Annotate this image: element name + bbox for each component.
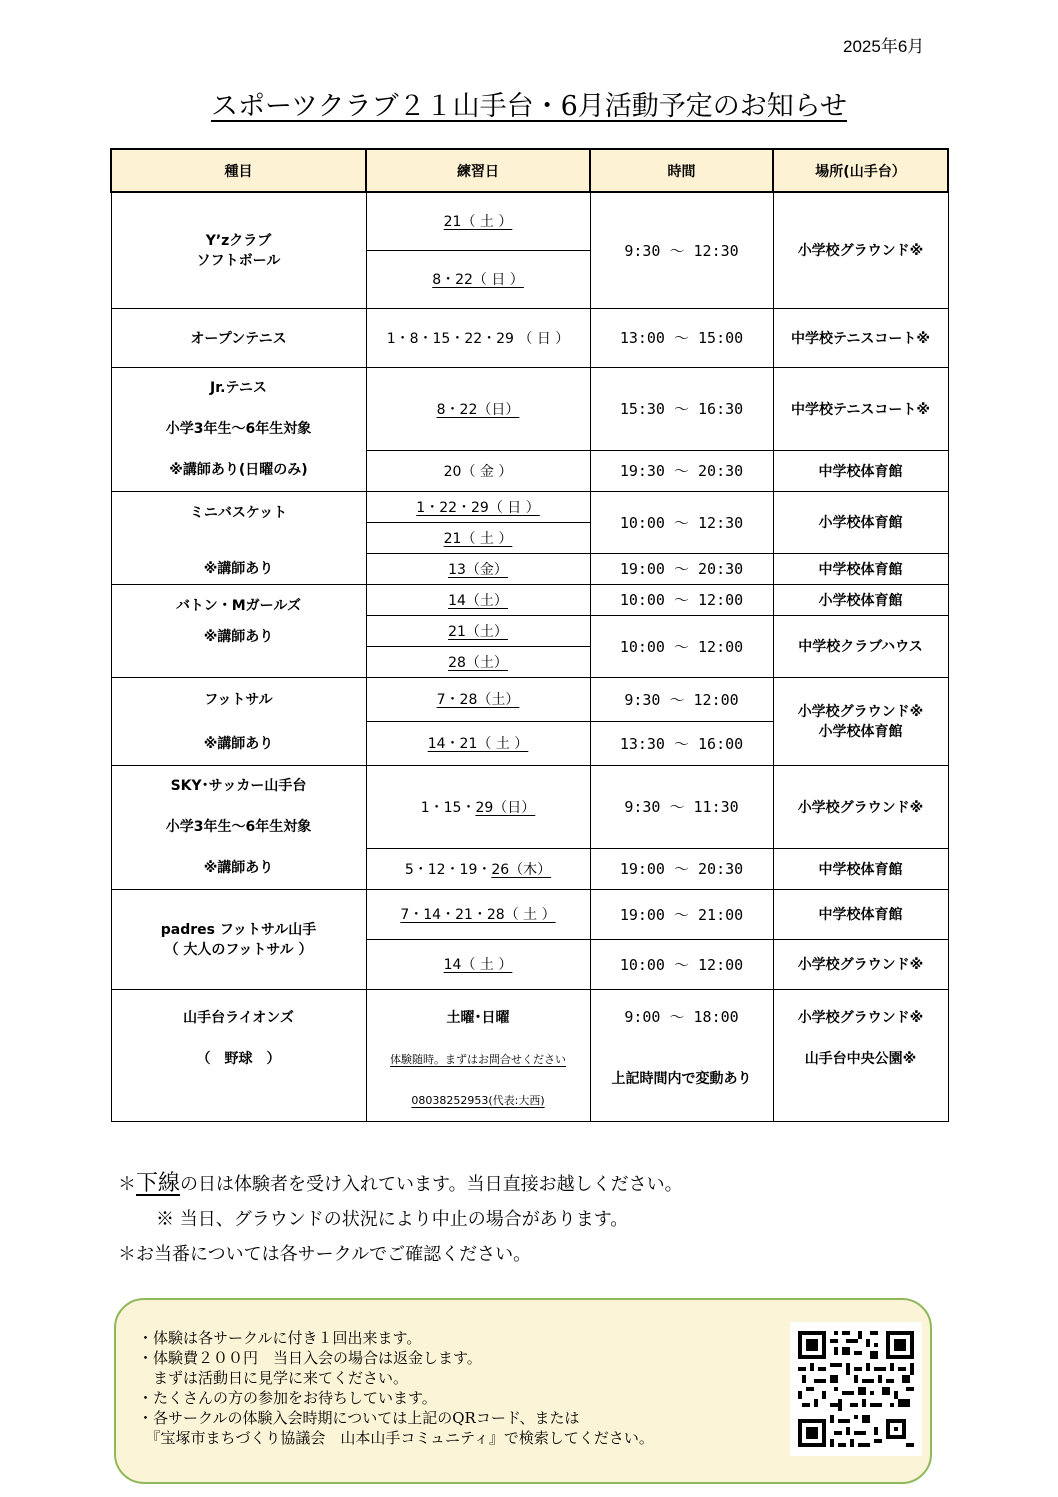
table-row <box>111 367 948 450</box>
sport-mini-basket: ミニバスケット <box>111 491 366 522</box>
info-item: ・体験は各サークルに付き１回出来ます。 <box>138 1329 422 1347</box>
time-cell: 19:00 ～ 20:30 <box>590 553 773 584</box>
time-cell: 9:30 ～ 12:30 <box>590 192 773 308</box>
info-item: ・各サークルの体験入会時期については上記のQRコード、または <box>138 1409 580 1427</box>
place-cell: 中学校テニスコート※ <box>773 367 948 450</box>
place-text: 小学校体育館 <box>818 724 903 740</box>
sport-yz <box>111 192 366 308</box>
practice-day-text: 8・22（日） <box>436 401 520 418</box>
table-header-row <box>111 149 948 192</box>
practice-day: 20（ 金 ） <box>366 450 590 491</box>
place-cell: 小学校体育館 <box>773 491 948 553</box>
practice-day-text: 土曜･日曜 <box>446 1009 510 1026</box>
practice-day-text: 21（ 土 ） <box>443 530 513 547</box>
page-title: スポーツクラブ２１山手台・6月活動予定のお知らせ <box>210 91 848 122</box>
time-cell: 10:00 ～ 12:30 <box>590 491 773 553</box>
sport-note: 小学3年生～6年生対象 <box>165 818 312 835</box>
practice-day-text: 1・22・29（ 日 ） <box>416 499 540 516</box>
practice-day <box>366 939 590 989</box>
page-title-wrap <box>0 84 1058 123</box>
note-line-1 <box>118 1166 683 1202</box>
sport-note: 小学3年生～6年生対象 <box>165 420 312 437</box>
sport-open-tennis: オープンテニス <box>111 308 366 367</box>
practice-day <box>366 491 590 522</box>
table-row <box>111 308 948 367</box>
sport-name: ソフトボール <box>196 253 281 270</box>
notes <box>118 1166 683 1272</box>
sport-note: （ 大人のフットサル ） <box>164 942 313 958</box>
time-cell: 15:30 ～ 16:30 <box>590 367 773 450</box>
practice-day <box>366 646 590 677</box>
sport-note: ※講師あり <box>111 721 366 765</box>
place-text: 小学校グラウンド※ <box>797 704 924 720</box>
sport-sky-soccer <box>111 765 366 889</box>
contact-phone: 08038252953(代表:大西) <box>411 1093 545 1107</box>
sport-note: ※講師あり <box>203 628 274 645</box>
practice-day-text: 21（ 土 ） <box>443 214 513 231</box>
practice-day-text: 7・14・21・28（ 土 ） <box>400 907 556 923</box>
place-cell: 中学校体育館 <box>773 889 948 939</box>
practice-day-text: 14（土） <box>448 592 508 609</box>
info-list <box>138 1328 654 1448</box>
practice-day-text: 5・12・19・ <box>404 861 492 878</box>
time-note: 上記時間内で変動あり <box>611 1070 752 1087</box>
note-bullet: ＊ <box>118 1174 136 1195</box>
qr-code[interactable] <box>790 1322 922 1456</box>
time-cell: 10:00 ～ 12:00 <box>590 615 773 677</box>
practice-day <box>366 553 590 584</box>
practice-day <box>366 848 590 889</box>
info-item: まずは活動日に見学に来てください。 <box>138 1369 409 1387</box>
place-cell: 小学校グラウンド※ <box>773 765 948 848</box>
sport-jr-tennis <box>111 367 366 491</box>
practice-day <box>366 584 590 615</box>
time-cell: 13:30 ～ 16:00 <box>590 721 773 765</box>
table-row <box>111 677 948 721</box>
table-row <box>111 192 948 250</box>
schedule-table <box>110 148 949 1122</box>
info-item: ・体験費２００円 当日入会の場合は返金します。 <box>138 1349 482 1367</box>
place-cell: 中学校体育館 <box>773 553 948 584</box>
place-cell: 小学校体育館 <box>773 584 948 615</box>
sport-name: Jr.テニス <box>210 379 267 396</box>
place-cell: 小学校グラウンド※ <box>773 192 948 308</box>
note-emphasis: 下線 <box>136 1171 181 1196</box>
info-item: 『宝塚市まちづくり協議会 山本山手コミュニティ』で検索してください。 <box>138 1429 654 1447</box>
sport-name: 山手台ライオンズ <box>183 1009 294 1026</box>
practice-day <box>366 250 590 308</box>
practice-day-text: 14・21（ 土 ） <box>427 736 529 752</box>
table-row <box>111 553 948 584</box>
place-text: 山手台中央公園※ <box>804 1050 917 1067</box>
practice-day <box>366 677 590 721</box>
header-sport: 種目 <box>111 149 366 192</box>
practice-day-text: 13（金） <box>448 561 508 578</box>
info-item: ・たくさんの方の参加をお待ちしています。 <box>138 1389 437 1407</box>
sport-note: （ 野球 ） <box>196 1050 281 1067</box>
place-cell <box>773 677 948 765</box>
time-cell <box>590 989 773 1121</box>
sport-lions <box>111 989 366 1121</box>
table-row <box>111 889 948 939</box>
sport-padres <box>111 889 366 989</box>
sport-note: ※講師あり <box>203 859 274 876</box>
sport-note: ※講師あり <box>111 553 366 584</box>
place-cell: 中学校クラブハウス <box>773 615 948 677</box>
place-cell: 中学校体育館 <box>773 450 948 491</box>
time-cell: 10:00 ～ 12:00 <box>590 939 773 989</box>
place-cell: 小学校グラウンド※ <box>773 939 948 989</box>
practice-day-text: 14（ 土 ） <box>443 957 513 973</box>
practice-day-text: 28（土） <box>448 654 508 671</box>
practice-day-text: 1・15・ <box>420 799 476 816</box>
sport-name: SKY･サッカー山手台 <box>170 777 307 794</box>
practice-day-text: 26（木） <box>491 861 552 878</box>
time-cell: 19:30 ～ 20:30 <box>590 450 773 491</box>
practice-day <box>366 367 590 450</box>
sport-baton <box>111 584 366 677</box>
practice-day <box>366 989 590 1121</box>
header-days: 練習日 <box>366 149 590 192</box>
practice-day <box>366 721 590 765</box>
practice-day <box>366 192 590 250</box>
sport-name: padres フットサル山手 <box>160 922 317 938</box>
time-cell: 9:30 ～ 11:30 <box>590 765 773 848</box>
practice-day: 1・8・15・22・29 （ 日 ） <box>366 308 590 367</box>
qr-code-icon <box>790 1322 922 1456</box>
sport-name: Y’zクラブ <box>205 233 272 250</box>
practice-day <box>366 765 590 848</box>
header-time: 時間 <box>590 149 773 192</box>
note-line-2: ※ 当日、グラウンドの状況により中止の場合があります。 <box>156 1209 629 1230</box>
time-text: 9:00 ～ 18:00 <box>624 1007 739 1026</box>
table-row <box>111 989 948 1121</box>
time-cell: 19:00 ～ 21:00 <box>590 889 773 939</box>
practice-day <box>366 889 590 939</box>
header-place: 場所(山手台） <box>773 149 948 192</box>
document-date: 2025年6月 <box>843 37 925 56</box>
time-cell: 13:00 ～ 15:00 <box>590 308 773 367</box>
place-cell: 中学校テニスコート※ <box>773 308 948 367</box>
practice-day-text: 8・22（ 日 ） <box>432 272 524 288</box>
sport-blank <box>111 522 366 553</box>
time-cell: 19:00 ～ 20:30 <box>590 848 773 889</box>
sport-note: ※講師あり(日曜のみ) <box>169 461 308 478</box>
practice-day-text: 29（日） <box>475 799 536 816</box>
practice-day <box>366 615 590 646</box>
place-cell: 中学校体育館 <box>773 848 948 889</box>
note-text: の日は体験者を受け入れています。当日直接お越しください。 <box>180 1174 683 1195</box>
sport-name: バトン・Mガールズ <box>176 597 301 614</box>
place-cell <box>773 989 948 1121</box>
time-cell: 10:00 ～ 12:00 <box>590 584 773 615</box>
sport-futsal: フットサル <box>111 677 366 721</box>
practice-day <box>366 522 590 553</box>
table-row <box>111 765 948 848</box>
practice-day-text: 7・28（土） <box>436 692 520 708</box>
practice-day-text: 21（土） <box>448 623 508 640</box>
table-row <box>111 584 948 615</box>
table-row <box>111 491 948 522</box>
time-cell: 9:30 ～ 12:00 <box>590 677 773 721</box>
contact-note: 体験随時。まずはお問合せください <box>390 1052 566 1066</box>
note-line-3: ＊お当番については各サークルでご確認ください。 <box>118 1244 532 1265</box>
place-text: 小学校グラウンド※ <box>797 1009 924 1026</box>
